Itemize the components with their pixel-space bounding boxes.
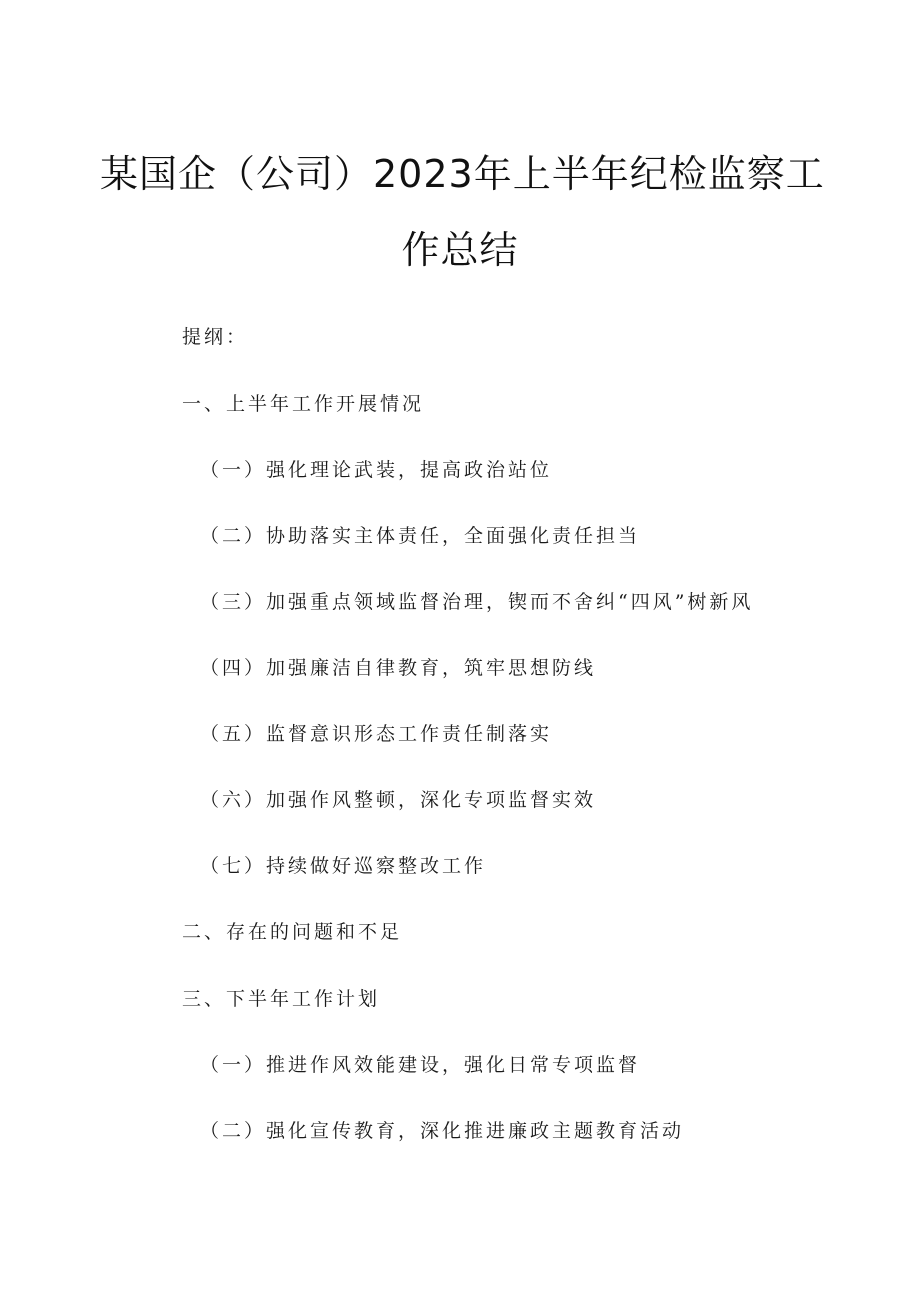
document-title-line-2: 作总结 [401,228,519,272]
section-1-item-4: （四）加强廉洁自律教育，筑牢思想防线 [200,657,597,679]
section-1-item-2: （二）协助落实主体责任，全面强化责任担当 [200,525,641,547]
section-3-item-1: （一）推进作风效能建设，强化日常专项监督 [200,1054,641,1076]
section-1-item-7: （七）持续做好巡察整改工作 [200,855,487,877]
section-1-item-5: （五）监督意识形态工作责任制落实 [200,723,553,745]
document-title-line-1: 某国企（公司）2023年上半年纪检监察工 [100,152,825,196]
section-1-item-3: （三）加强重点领域监督治理，锲而不舍纠“四风”树新风 [200,591,754,613]
outline-label: 提纲： [182,326,249,348]
section-1-item-6: （六）加强作风整顿，深化专项监督实效 [200,789,597,811]
section-heading-1: 一、上半年工作开展情况 [182,393,425,415]
section-heading-3: 三、下半年工作计划 [182,988,381,1010]
section-1-item-1: （一）强化理论武装，提高政治站位 [200,459,553,481]
section-heading-2: 二、存在的问题和不足 [182,921,403,943]
section-3-item-2: （二）强化宣传教育，深化推进廉政主题教育活动 [200,1120,685,1142]
